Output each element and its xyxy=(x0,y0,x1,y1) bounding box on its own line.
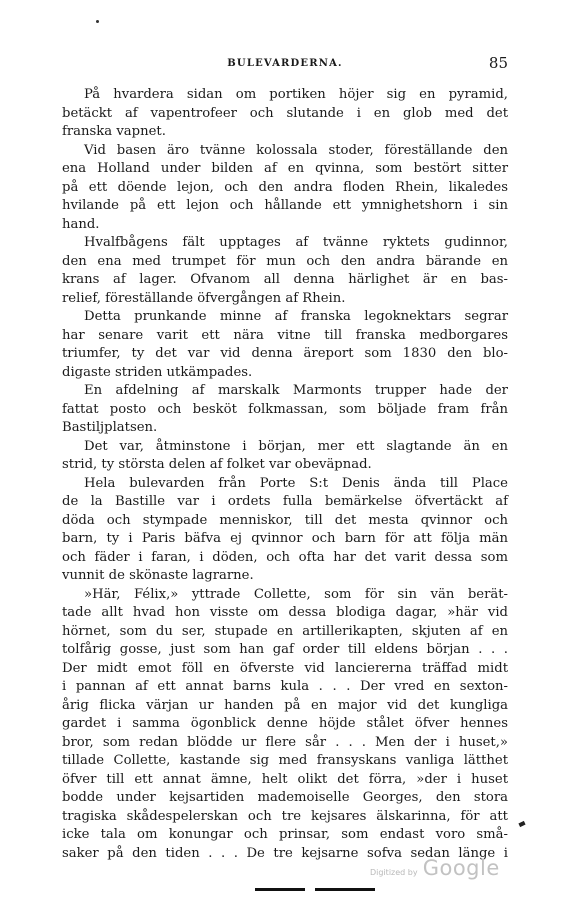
running-head: BULEVARDERNA. xyxy=(227,58,343,69)
page-number: 85 xyxy=(488,54,508,72)
scan-edge-rule xyxy=(315,888,375,891)
text-line: döda och stympade menniskor, till det mesta qvinnor och xyxy=(62,512,508,528)
text-line: krans af lager. Ofvanom all denna härlighet är en bas- xyxy=(62,272,508,287)
google-logo: Google xyxy=(422,856,500,880)
text-line: Vid basen äro tvänne kolossala stoder, föreställande den xyxy=(84,142,508,158)
text-line: tragiska skådespelerskan och tre kejsares älskarinna, för att xyxy=(62,808,508,824)
text-line: triumfer, ty det var vid denna äreport som 1830 den blo- xyxy=(62,346,508,361)
text-line: ena Holland under bilden af en qvinna, som bestört sitter xyxy=(62,161,508,176)
digitized-watermark xyxy=(370,856,500,880)
text-line: tade allt hvad hon visste om dessa blodiga dagar, »här vid xyxy=(62,605,508,620)
text-line: På hvardera sidan om portiken höjer sig en pyramid, xyxy=(84,87,508,102)
text-line: gardet i samma ögonblick denne höjde stålet öfver hennes xyxy=(62,716,508,731)
ink-speck xyxy=(96,20,99,23)
text-line: En afdelning af marskalk Marmonts trupper hade der xyxy=(84,383,508,398)
text-line: tillade Collette, kastande sig med fransyskans vanliga lätthet xyxy=(62,753,508,768)
page-header xyxy=(62,54,508,74)
scan-edge-rule xyxy=(255,888,305,891)
text-line: vunnit de skönaste lagrarne. xyxy=(62,568,254,583)
text-line: på ett döende lejon, och den andra floden Rhein, likaledes xyxy=(62,179,508,195)
text-line: i pannan af ett annat barns kula . . . Der vred en sexton- xyxy=(62,679,508,694)
text-line: och fäder i faran, i döden, och ofta har det varit dessa som xyxy=(62,549,508,565)
text-line: tolfårig gosse, just som han gaf order till eldens början . . . xyxy=(62,642,508,657)
body-text xyxy=(62,86,508,863)
text-line: icke tala om konungar och prinsar, som endast voro små- xyxy=(62,827,508,842)
text-line: har senare varit ett nära vitne till franska medborgares xyxy=(62,327,508,343)
text-line: hörnet, som du ser, stupade en artillerikapten, skjuten af en xyxy=(62,623,508,639)
text-line: barn, ty i Paris bäfva ej qvinnor och barn för att följa män xyxy=(62,531,508,546)
text-line: relief, föreställande öfvergången af Rhein. xyxy=(62,290,346,306)
text-line: Bastiljplatsen. xyxy=(62,420,158,435)
text-line: årig flicka värjan ur handen på en major vid det kungliga xyxy=(62,697,508,713)
text-line: strid, ty största delen af folket var obeväpnad. xyxy=(62,457,372,472)
text-line: hvilande på ett lejon och hållande ett ymnighetshorn i sin xyxy=(62,198,508,213)
text-line: Hela bulevarden från Porte S:t Denis ända till Place xyxy=(84,475,508,491)
text-line: digaste striden utkämpades. xyxy=(62,364,253,380)
ink-mark xyxy=(518,821,525,827)
text-line: Der midt emot föll en öfverste vid lanciererna träffad midt xyxy=(62,660,508,676)
text-line: öfver till ett annat ämne, helt olikt det förra, »der i huset xyxy=(62,771,508,787)
text-line: hand. xyxy=(62,216,100,232)
digitized-by-label: Digitized by xyxy=(370,868,418,877)
text-line: betäckt af vapentrofeer och slutande i en glob med det xyxy=(62,105,508,121)
text-line: Det var, åtminstone i början, mer ett slagtande än en xyxy=(84,438,508,454)
text-line: den ena med trumpet för mun och den andra bärande en xyxy=(62,253,508,269)
text-line: fattat posto och besköt folkmassan, som böljade fram från xyxy=(62,401,508,417)
text-line: Detta prunkande minne af franska legoknektars segrar xyxy=(84,309,508,324)
text-line: franska vapnet. xyxy=(62,124,166,139)
text-line: bodde under kejsartiden mademoiselle Georges, den stora xyxy=(62,790,508,805)
text-line: »Här, Félix,» yttrade Collette, som för sin vän berät- xyxy=(84,586,508,602)
text-line: saker på den tiden . . . De tre kejsarne sofva sedan länge i xyxy=(62,845,508,861)
text-line: Hvalfbågens fält upptages af tvänne ryktets gudinnor, xyxy=(84,235,508,250)
text-line: de la Bastille var i ordets fulla bemärkelse öfvertäckt af xyxy=(62,494,508,509)
text-line: bror, som redan blödde ur flere sår . . . Men der i huset,» xyxy=(62,734,508,750)
